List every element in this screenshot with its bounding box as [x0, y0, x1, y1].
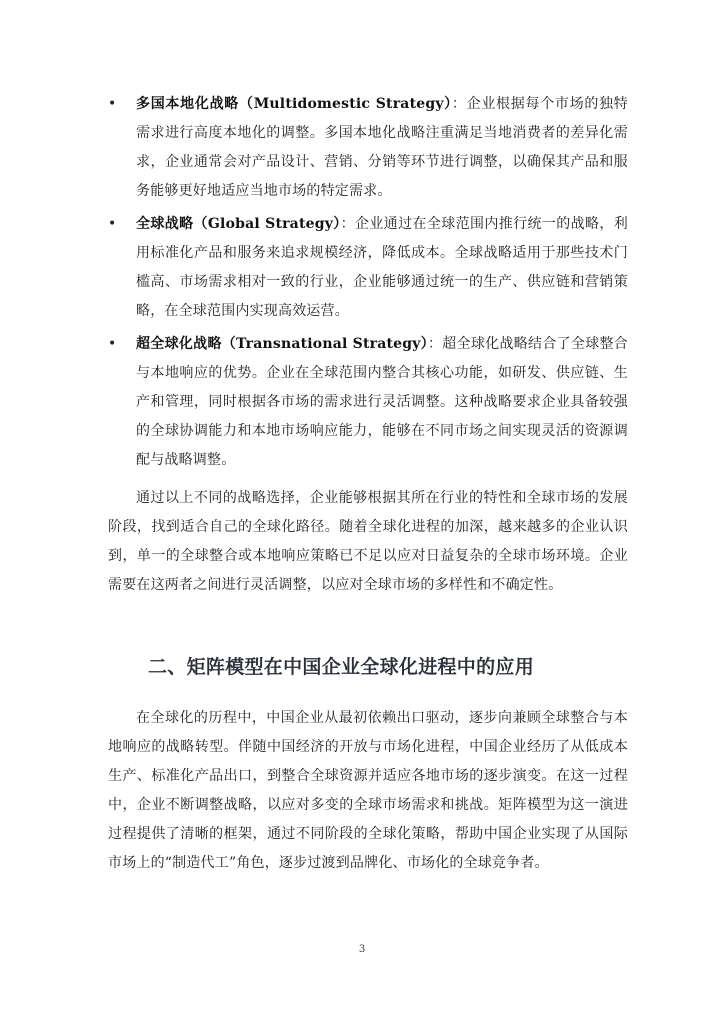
- bullet-body: ：企业通过在全球范围内推行统一的战略，利用标准化产品和服务来追求规模经济，降低成本。全球战略适用于那些技术门槛高、市场需求相对一致的行业，企业能够通过统一的生产、供应链和营销策略，在全球范围内实现高效运营。: [136, 216, 629, 319]
- bullet-transnational: [108, 330, 628, 475]
- bullet-marker: •: [108, 216, 117, 232]
- bullet-term: 超全球化战略（Transnational Strategy）: [136, 336, 428, 352]
- bullet-multidomestic: [108, 90, 628, 206]
- bullet-term: 多国本地化战略（Multidomestic Strategy）: [136, 96, 452, 112]
- bullet-global: [108, 210, 628, 326]
- bullet-marker: •: [108, 336, 117, 352]
- bullet-body: ：超全球化战略结合了全球整合与本地响应的优势。企业在全球范围内整合其核心功能，如研发、供应链、生产和管理，同时根据各市场的需求进行灵活调整。这种战略要求企业具备较强的全球协调能力和本地市场响应能力，能够在不同市场之间实现灵活的资源调配与战略调整。: [136, 336, 628, 468]
- section-heading: 二、矩阵模型在中国企业全球化进程中的应用: [148, 656, 535, 678]
- bullet-marker: •: [108, 96, 117, 112]
- section-body-paragraph: 在全球化的历程中，中国企业从最初依赖出口驱动，逐步向兼顾全球整合与本地响应的战略转型。伴随中国经济的开放与市场化进程，中国企业经历了从低成本生产、标准化产品出口，到整合全球资源并适应各地市场的逐步演变。在这一过程中，企业不断调整战略，以应对多变的全球市场需求和挑战。矩阵模型为这一演进过程提供了清晰的框架，通过不同阶段的全球化策略，帮助中国企业实现了从国际市场上的“制造代工”角色，逐步过渡到品牌化、市场化的全球竞争者。: [108, 710, 628, 871]
- page-number: 3: [358, 944, 366, 955]
- bullet-term: 全球战略（Global Strategy）: [136, 216, 341, 232]
- strategy-bullet-list: [108, 90, 628, 479]
- bullet-body: ：企业根据每个市场的独特需求进行高度本地化的调整。多国本地化战略注重满足当地消费者的差异化需求，企业通常会对产品设计、营销、分销等环节进行调整，以确保其产品和服务能够更好地适应当地市场的特定需求。: [136, 96, 628, 199]
- summary-paragraph: 通过以上不同的战略选择，企业能够根据其所在行业的特性和全球市场的发展阶段，找到适合自己的全球化路径。随着全球化进程的加深，越来越多的企业认识到，单一的全球整合或本地响应策略已不足以应对日益复杂的全球市场环境。企业需要在这两者之间进行灵活调整，以应对全球市场的多样性和不确定性。: [108, 490, 628, 593]
